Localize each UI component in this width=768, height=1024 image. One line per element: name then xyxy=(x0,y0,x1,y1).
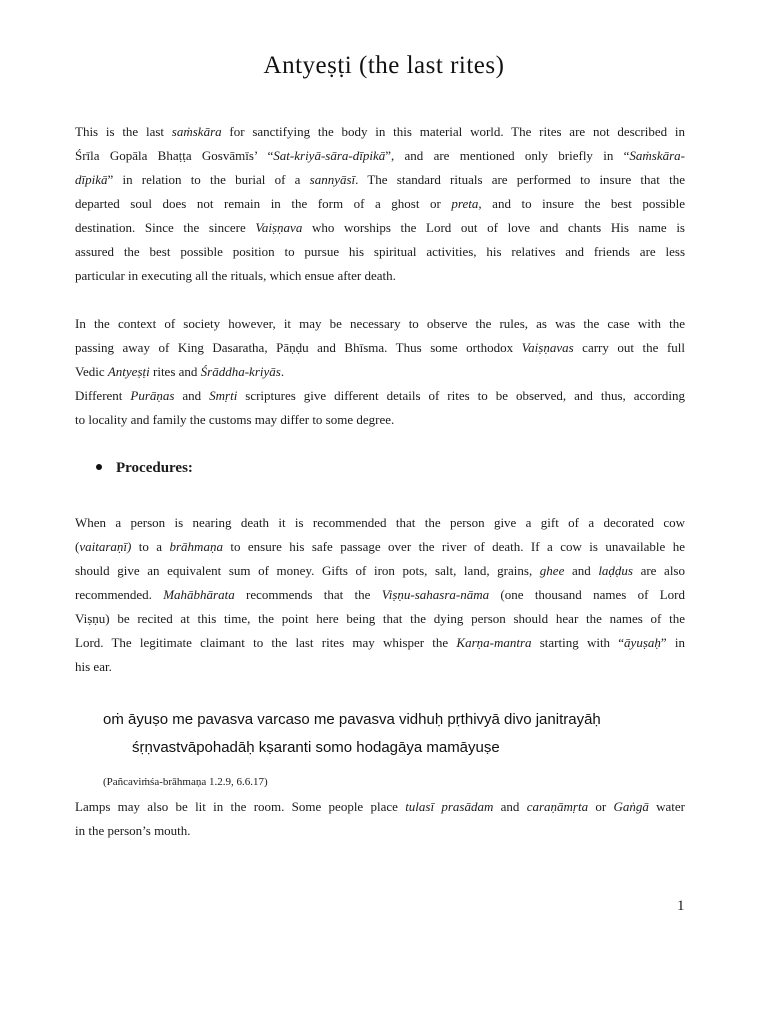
text-line: dīpikā” in relation to the burial of a sannyāsī. The standard rituals are performed to insure that the xyxy=(75,172,685,187)
mantra-line-1: oṁ āyuṣo me pavasva varcaso me pavasva vidhuḥ pṛthivyā divo janitrayāḥ xyxy=(103,711,601,728)
section-heading-procedures: Procedures: xyxy=(96,460,193,477)
text-line: (vaitaraṇī) to a brāhmaṇa to ensure his safe passage over the river of death. If a cow is unavailable he xyxy=(75,539,685,554)
text-line: particular in executing all the rituals, which ensue after death. xyxy=(75,268,396,283)
text-line: passing away of King Dasaratha, Pāṇḍu and Bhīsma. Thus some orthodox Vaiṣṇavas carry out the full xyxy=(75,340,686,355)
text-line: Different Purāṇas and Smṛti scriptures give different details of rites to be observed, and thus, according xyxy=(75,388,685,403)
mantra-line-2: śṛṇvastvāpohadāḥ kṣaranti somo hodagāya mamāyuṣe xyxy=(132,739,500,756)
paragraph-lamps xyxy=(75,795,685,843)
text-line: his ear. xyxy=(75,659,112,674)
text-line: Vedic Antyeṣṭi rites and Śrāddha-kriyās. xyxy=(75,364,285,379)
text-line: This is the last saṁskāra for sanctifying the body in this material world. The rites are not described in xyxy=(75,124,686,139)
paragraph-context xyxy=(75,312,685,432)
text-line: Lamps may also be lit in the room. Some people place tulasī prasādam and caraṇāmṛta or Gaṅgā water xyxy=(75,799,686,814)
text-line: should give an equivalent sum of money. Gifts of iron pots, salt, land, grains, ghee and laḍḍus are also xyxy=(75,563,685,578)
text-line: destination. Since the sincere Vaiṣṇava who worships the Lord out of love and chants His name is xyxy=(75,220,685,235)
text-line: When a person is nearing death it is recommended that the person give a gift of a decorated cow xyxy=(75,515,685,530)
page-number: 1 xyxy=(677,898,685,914)
text-line: recommended. Mahābhārata recommends that the Viṣṇu-sahasra-nāma (one thousand names of Lord xyxy=(75,587,685,602)
citation: (Pañcaviṁśa-brāhmaṇa 1.2.9, 6.6.17) xyxy=(103,776,268,788)
paragraph-procedures xyxy=(75,511,685,679)
text-line: departed soul does not remain in the form of a ghost or preta, and to insure the best possible xyxy=(75,196,685,211)
text-line: Lord. The legitimate claimant to the last rites may whisper the Karṇa-mantra starting with “āyuṣaḥ” in xyxy=(75,635,685,650)
page-title: Antyeṣṭi (the last rites) xyxy=(263,52,505,79)
bullet-icon xyxy=(96,464,102,470)
text-line: Śrīla Gopāla Bhaṭṭa Gosvāmīs’ “Sat-kriyā-sāra-dīpikā”, and are mentioned only briefly in “Saṁskāra- xyxy=(75,148,685,163)
paragraph-intro xyxy=(75,120,685,288)
text-line: assured the best possible position to pursue his spiritual activities, his relatives and friends are less xyxy=(75,244,685,259)
text-line: In the context of society however, it may be necessary to observe the rules, as was the case with the xyxy=(75,316,685,331)
text-line: in the person’s mouth. xyxy=(75,823,191,838)
text-line: Viṣṇu) be recited at this time, the point here being that the dying person should hear the names of the xyxy=(75,611,685,626)
text-line: to locality and family the customs may differ to some degree. xyxy=(75,412,395,427)
